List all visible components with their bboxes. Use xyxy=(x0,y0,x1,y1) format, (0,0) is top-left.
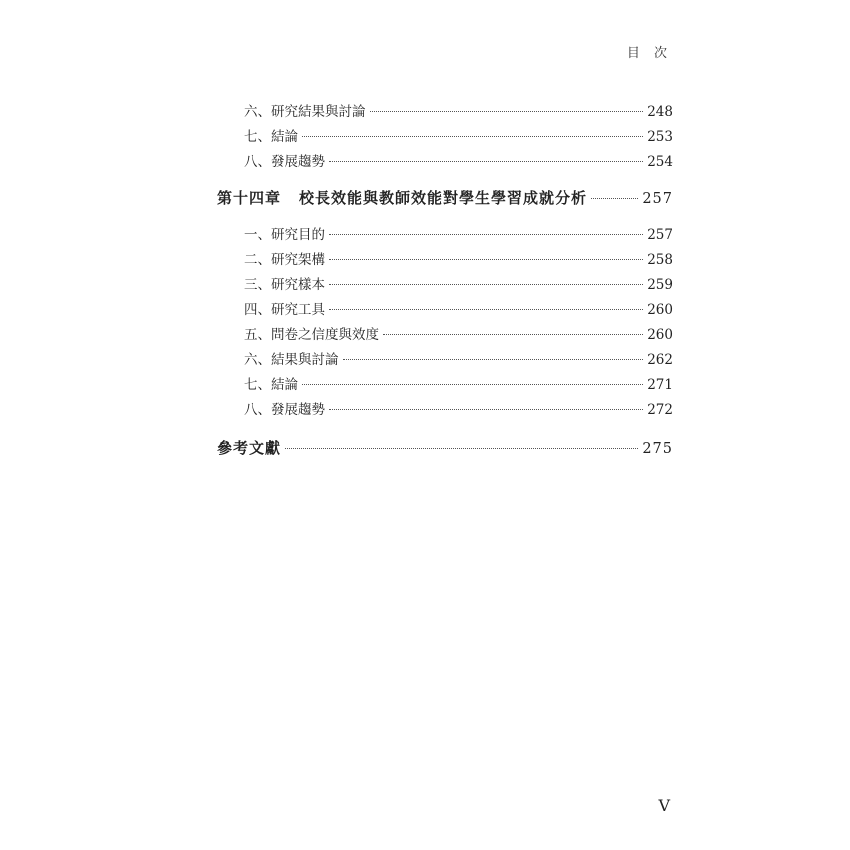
toc-entry-label: 六、研究結果與討論 xyxy=(244,104,366,120)
toc-entry-page: 260 xyxy=(647,327,673,343)
page-number: V xyxy=(658,796,670,815)
toc-entry-page: 259 xyxy=(647,277,673,293)
toc-entry-label: 八、發展趨勢 xyxy=(244,402,325,418)
toc-entry[interactable] xyxy=(217,150,673,175)
toc-entry-page: 258 xyxy=(647,252,673,268)
references-label: 參考文獻 xyxy=(217,439,282,457)
toc-entry[interactable] xyxy=(217,298,673,323)
toc-chapter-entry[interactable] xyxy=(217,185,673,211)
toc-entry[interactable] xyxy=(217,273,673,298)
dot-leader xyxy=(329,409,643,410)
toc-entry[interactable] xyxy=(217,223,673,248)
dot-leader xyxy=(329,284,643,285)
toc-entry-label: 四、研究工具 xyxy=(244,302,325,318)
toc-entry-page: 272 xyxy=(647,402,673,418)
chapter-title: 校長效能與教師效能對學生學習成就分析 xyxy=(299,189,588,207)
dot-leader xyxy=(383,334,643,335)
running-head: 目 次 xyxy=(626,46,672,61)
toc-entry-page: 248 xyxy=(647,104,673,120)
toc-entry-page: 260 xyxy=(647,302,673,318)
toc-entry-label: 六、結果與討論 xyxy=(244,352,339,368)
toc-references-entry[interactable] xyxy=(217,435,673,461)
toc-entry-page: 257 xyxy=(642,191,673,207)
toc-entry-page: 257 xyxy=(647,227,673,243)
toc-entry[interactable] xyxy=(217,348,673,373)
toc-entry[interactable] xyxy=(217,125,673,150)
toc-entry-label: 三、研究樣本 xyxy=(244,277,325,293)
dot-leader xyxy=(329,234,643,235)
table-of-contents xyxy=(217,100,673,461)
dot-leader xyxy=(370,111,644,112)
toc-entry-label: 八、發展趨勢 xyxy=(244,154,325,170)
toc-entry-label: 七、結論 xyxy=(244,129,298,145)
toc-entry[interactable] xyxy=(217,373,673,398)
toc-entry-label: 五、問卷之信度與效度 xyxy=(244,327,379,343)
toc-entry-label: 一、研究目的 xyxy=(244,227,325,243)
toc-entry-page: 262 xyxy=(647,352,673,368)
toc-entry-page: 254 xyxy=(647,154,673,170)
toc-entry-label: 二、研究架構 xyxy=(244,252,325,268)
toc-entry[interactable] xyxy=(217,100,673,125)
toc-entry-page: 253 xyxy=(647,129,673,145)
dot-leader xyxy=(329,161,643,162)
toc-entry-page: 271 xyxy=(647,377,673,393)
dot-leader xyxy=(285,448,638,449)
toc-entry-label: 七、結論 xyxy=(244,377,298,393)
dot-leader xyxy=(302,384,643,385)
toc-entry[interactable] xyxy=(217,248,673,273)
dot-leader xyxy=(302,136,643,137)
dot-leader xyxy=(329,259,643,260)
toc-entry[interactable] xyxy=(217,323,673,348)
dot-leader xyxy=(329,309,643,310)
toc-entry-page: 275 xyxy=(642,441,673,457)
dot-leader xyxy=(343,359,644,360)
dot-leader xyxy=(591,198,638,199)
toc-entry[interactable] xyxy=(217,398,673,423)
chapter-number: 第十四章 xyxy=(217,189,282,207)
